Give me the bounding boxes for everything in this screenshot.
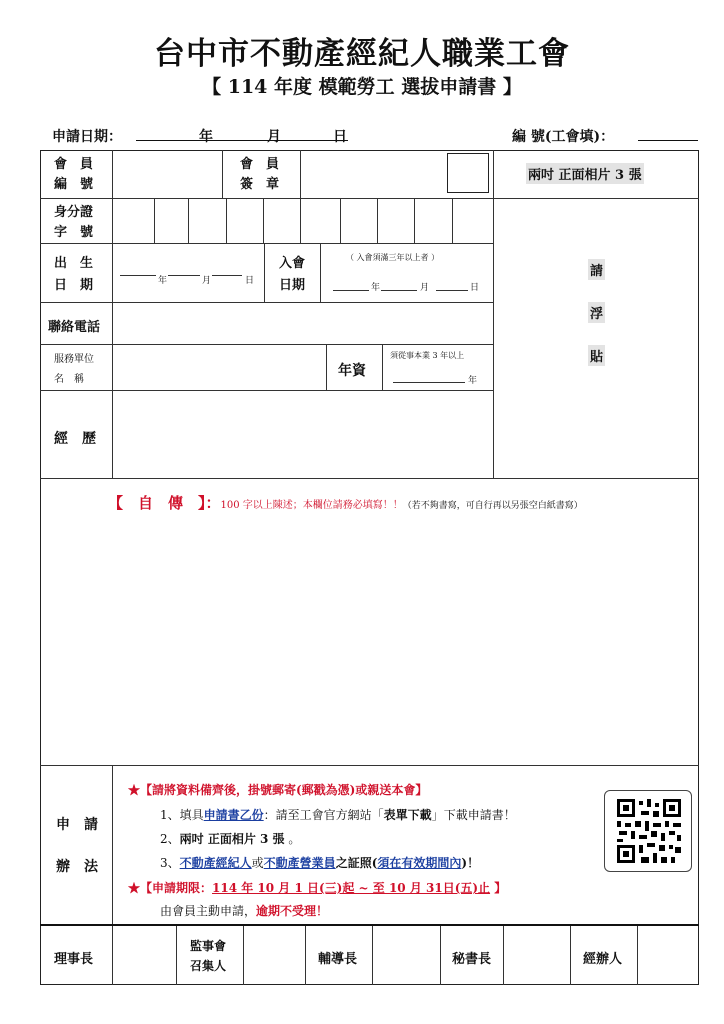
experience-label: 經 歷 — [54, 431, 96, 447]
birth-day-unit: 日 — [245, 276, 255, 286]
birth-year-input[interactable] — [120, 275, 156, 276]
row-divider — [40, 243, 493, 244]
join-label: 入會 日期 — [279, 256, 306, 293]
member-sign-label: 會 員 簽 章 — [240, 157, 280, 192]
seniority-input[interactable] — [393, 382, 465, 383]
paste-label-2: 浮 — [588, 302, 605, 323]
method-line-3-c: 。 — [284, 832, 301, 846]
id-no-label: 身分證 字 號 — [54, 205, 94, 240]
method-line-4-e: 之証照( — [335, 856, 378, 870]
seniority-note: 須從事本業 3 年以上 — [390, 351, 465, 360]
col-divider — [112, 765, 113, 924]
method-line-6 — [160, 902, 328, 919]
method-line-5-a: ★【申請期限： — [128, 881, 213, 895]
footer-chairman: 理事長 — [54, 952, 94, 967]
col-divider — [300, 150, 301, 198]
method-line-5 — [128, 879, 506, 896]
col-divider — [320, 243, 321, 302]
serial-label: 編 號(工會填)： — [512, 129, 615, 145]
sign-stamp-box[interactable] — [447, 153, 489, 193]
row-divider — [40, 302, 493, 303]
row-divider — [40, 344, 493, 345]
employer-label: 服務單位 名 稱 — [54, 354, 94, 385]
autobio-note: （若不夠書寫，可自行再以另張空白紙書寫） — [402, 501, 583, 511]
birth-year-unit: 年 — [158, 276, 168, 286]
page-title: 台中市不動產經紀人職業工會 — [154, 36, 570, 72]
row-divider — [40, 390, 493, 391]
col-divider — [264, 243, 265, 302]
member-sign-field[interactable] — [302, 152, 442, 196]
apply-date-year: 年 — [199, 129, 213, 145]
col-divider — [222, 150, 223, 198]
join-day-unit: 日 — [470, 283, 480, 293]
member-no-field[interactable] — [114, 152, 220, 196]
method-line-5-b: 114 年 10 月 1 日(三)起 ~ 至 10 月 31日(五)止 — [212, 881, 491, 895]
qr-code-icon[interactable] — [604, 790, 692, 872]
id-no-field[interactable] — [114, 200, 492, 242]
footer-secretary: 秘書長 — [452, 952, 492, 967]
employer-field[interactable] — [114, 346, 324, 389]
autobio-instruction: 100 字以上陳述；本欄位請務必填寫！！ — [220, 500, 403, 511]
method-line-2 — [160, 806, 516, 823]
col-divider — [305, 926, 306, 985]
col-divider — [493, 150, 494, 478]
phone-field[interactable] — [114, 304, 492, 343]
qr-code-graphic — [605, 791, 691, 871]
method-line-6-a: 由會員主動申請， — [160, 904, 257, 918]
seniority-label: 年資 — [338, 363, 366, 379]
method-line-4-g: )！ — [461, 856, 480, 870]
supervisor-sign-field[interactable] — [244, 927, 304, 984]
method-line-2-e: 」下載申請書！ — [431, 808, 516, 822]
footer-supervisor: 監事會 召集人 — [190, 939, 227, 973]
method-line-4-a: 3、 — [160, 856, 180, 870]
secretary-sign-field[interactable] — [504, 927, 569, 984]
apply-date-month: 月 — [267, 129, 281, 145]
birth-month-unit: 月 — [202, 276, 212, 286]
photo-paste-area[interactable] — [495, 200, 698, 477]
serial-underline[interactable] — [638, 140, 698, 141]
method-line-3-a: 2、 — [160, 832, 180, 846]
col-divider — [440, 926, 441, 985]
join-year-unit: 年 — [371, 283, 381, 293]
method-line-2-a: 1、填具 — [160, 808, 204, 822]
paste-label-1: 請 — [588, 259, 605, 280]
autobio-label: 【 自 傳 】 — [108, 494, 206, 512]
join-month-input[interactable] — [381, 290, 417, 291]
method-line-4-b: 不動產經紀人 — [179, 856, 252, 870]
method-label-1: 申 請 — [56, 817, 98, 833]
method-line-3-b: 兩吋 正面相片 3 張 — [179, 832, 285, 846]
apply-date-underline[interactable] — [136, 140, 348, 141]
autobio-field[interactable] — [42, 520, 698, 764]
handler-sign-field[interactable] — [638, 927, 698, 984]
member-no-label: 會 員 編 號 — [54, 157, 94, 192]
col-divider — [326, 344, 327, 390]
method-line-4-c: 或 — [251, 856, 264, 870]
method-line-2-b: 申請書乙份 — [203, 808, 264, 822]
footer-counselor: 輔導長 — [318, 952, 358, 967]
row-divider — [40, 478, 699, 479]
page-subtitle: 【 114 年度 模範勞工 選拔申請書 】 — [202, 76, 522, 98]
col-divider — [176, 926, 177, 985]
birth-label: 出 生 日 期 — [54, 256, 94, 293]
apply-date-day: 日 — [333, 129, 347, 145]
join-year-input[interactable] — [333, 290, 369, 291]
apply-date-label: 申請日期： — [52, 129, 122, 145]
method-line-3 — [160, 830, 300, 847]
birth-day-input[interactable] — [212, 275, 242, 276]
method-line-4 — [160, 854, 479, 871]
method-line-4-d: 不動產營業員 — [263, 856, 336, 870]
paste-label-3: 貼 — [588, 345, 605, 366]
seniority-year-unit: 年 — [468, 376, 478, 386]
join-day-input[interactable] — [436, 290, 468, 291]
row-divider — [40, 765, 699, 766]
join-month-unit: 月 — [420, 283, 430, 293]
photo-note: 兩吋 正面相片 3 張 — [526, 163, 644, 184]
birth-month-input[interactable] — [168, 275, 200, 276]
chairman-sign-field[interactable] — [113, 927, 175, 984]
join-note: （ 入會須滿三年以上者 ） — [346, 253, 440, 262]
method-label-2: 辦 法 — [56, 859, 98, 875]
experience-field[interactable] — [114, 392, 492, 477]
row-divider — [40, 924, 699, 926]
phone-label: 聯絡電話 — [48, 320, 101, 335]
row-divider — [40, 198, 699, 199]
autobio-colon: ： — [205, 494, 221, 512]
method-line-2-d: 表單下載 — [383, 808, 432, 822]
footer-handler: 經辦人 — [583, 952, 623, 967]
method-line-4-f: 須在有效期間內 — [377, 856, 462, 870]
counselor-sign-field[interactable] — [373, 927, 439, 984]
col-divider — [382, 344, 383, 390]
autobio-header — [108, 492, 583, 513]
method-line-2-c: ：請至工會官方網站「 — [263, 808, 384, 822]
col-divider — [112, 150, 113, 478]
col-divider — [570, 926, 571, 985]
method-line-1: ★【請將資料備齊後，掛號郵寄(郵戳為憑)或親送本會】 — [128, 783, 428, 797]
method-line-5-c: 】 — [490, 881, 507, 895]
method-line-6-b: 逾期不受理！ — [256, 904, 329, 918]
